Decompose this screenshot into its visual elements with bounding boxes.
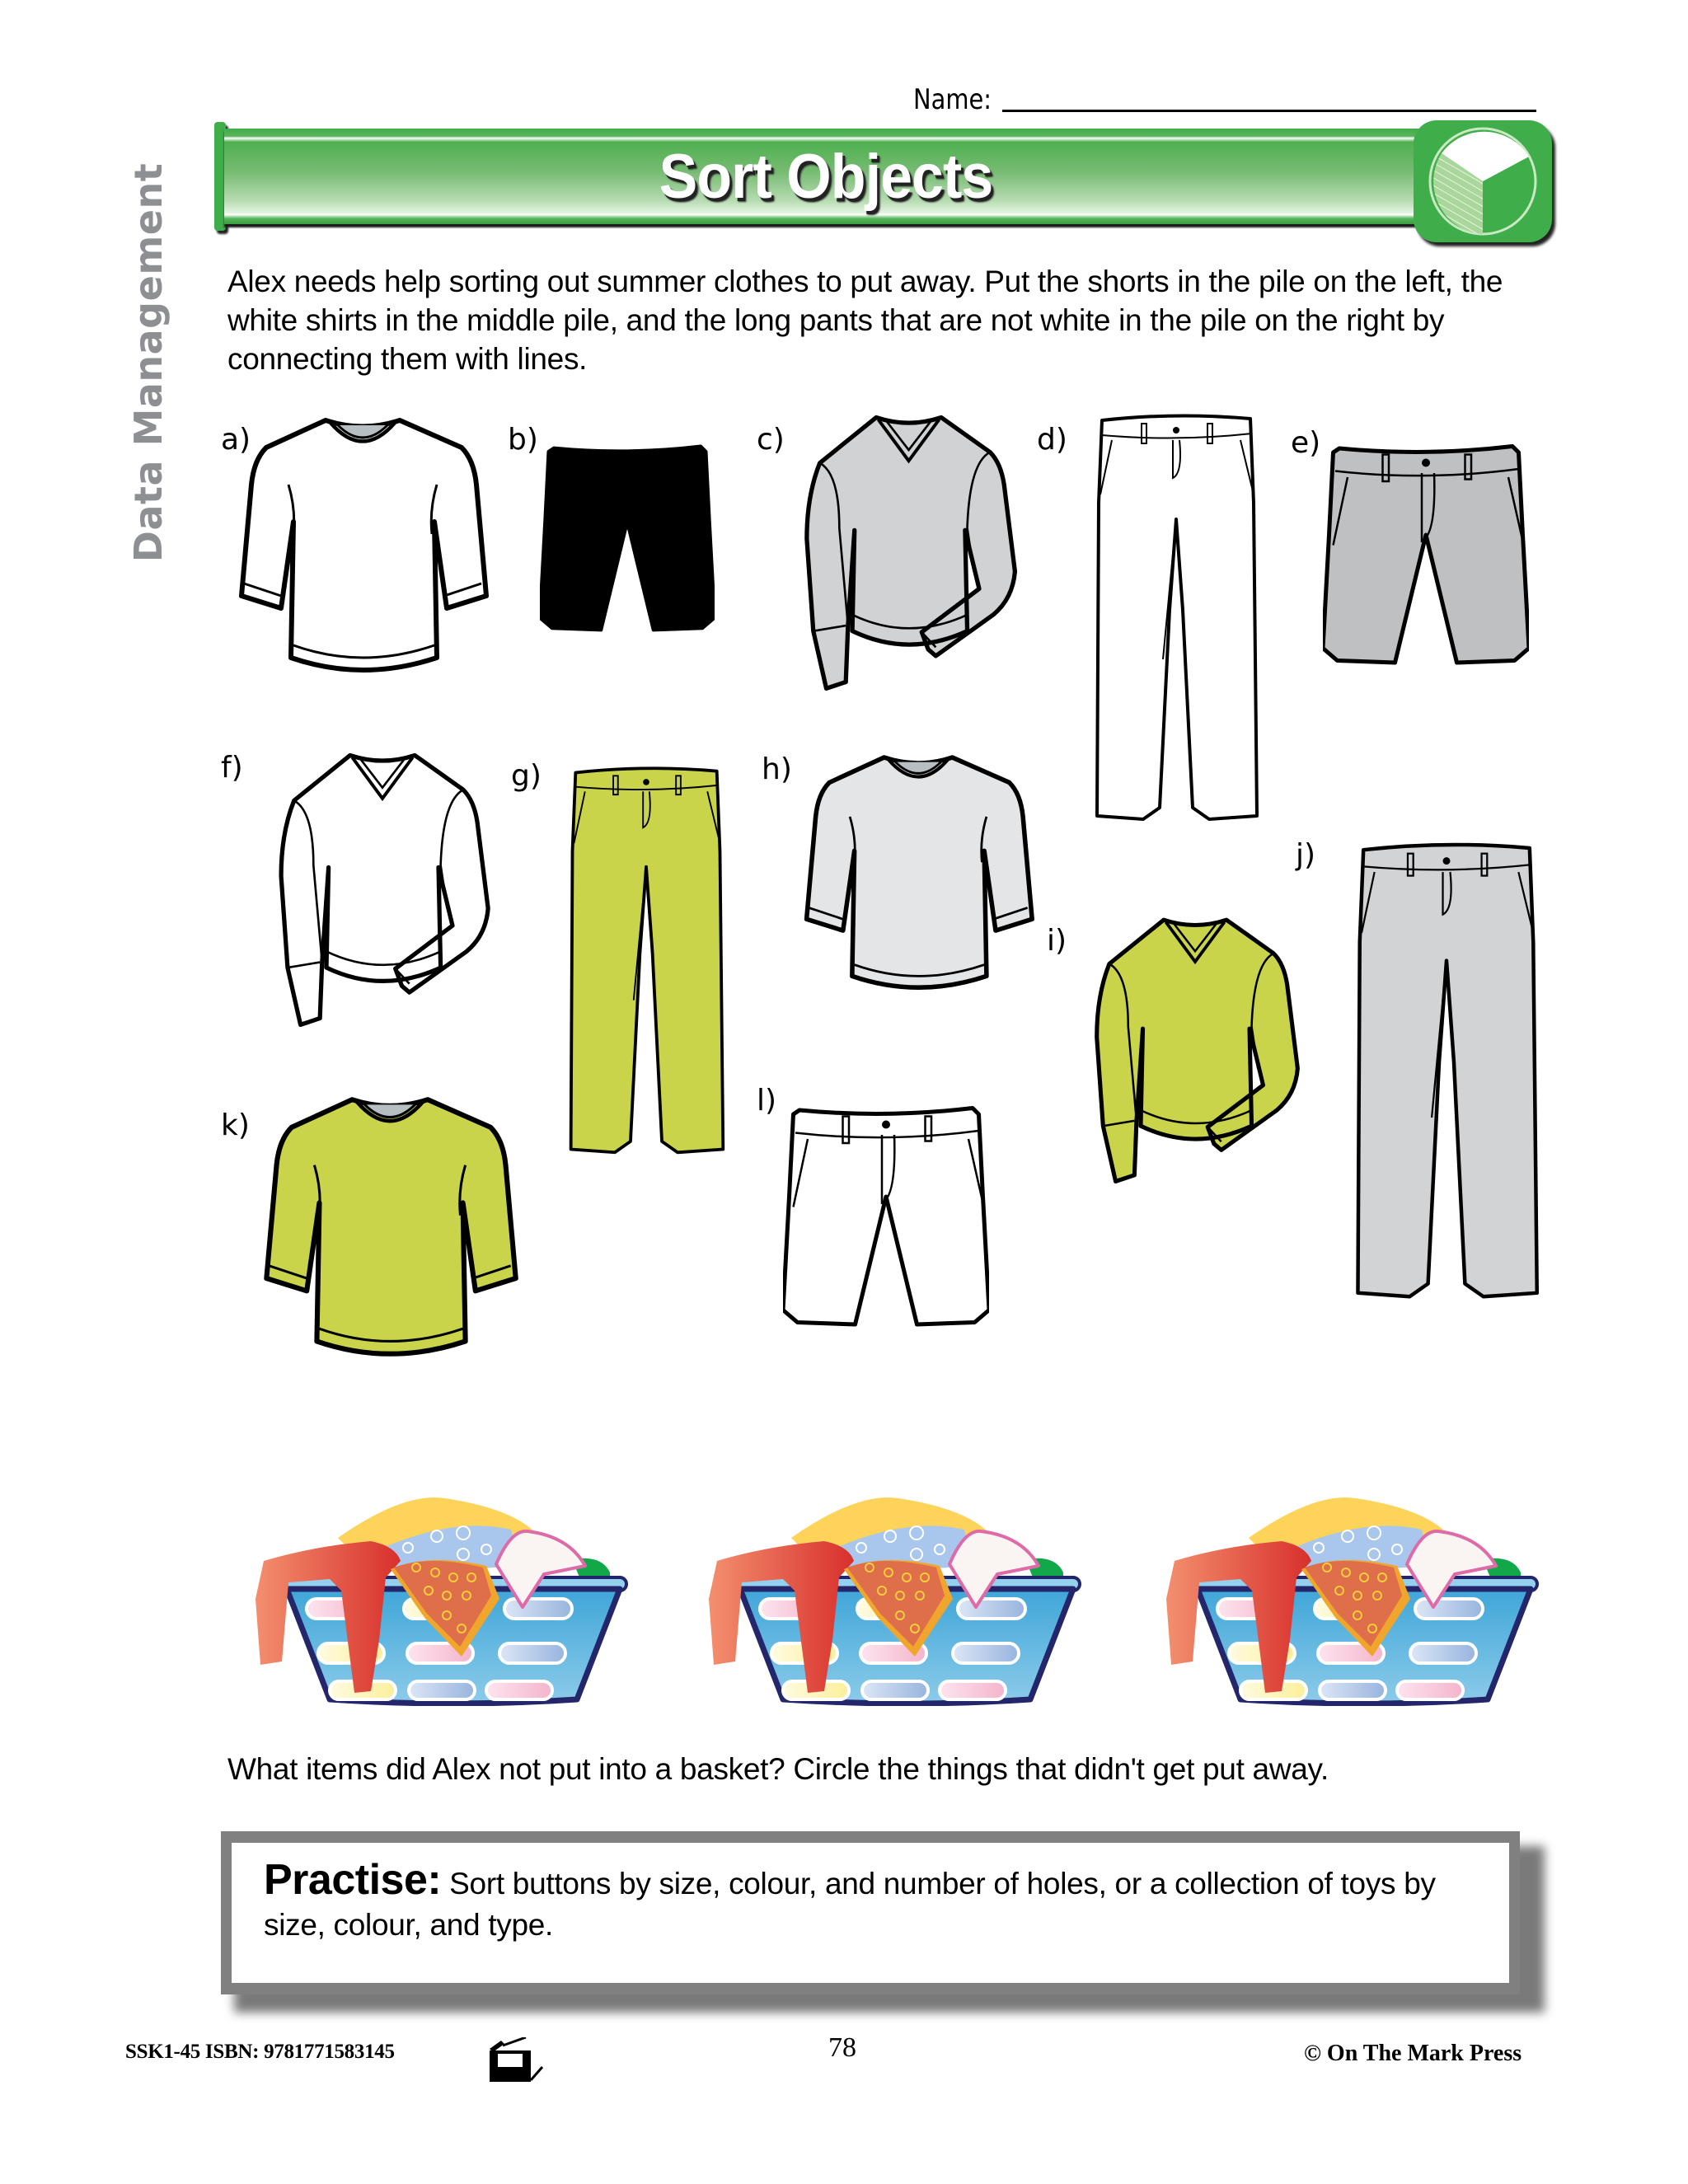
section-side-label: Data Management — [126, 162, 171, 563]
badge — [1414, 120, 1552, 242]
item-label-e: e) — [1291, 426, 1321, 460]
item-label-j: j) — [1296, 838, 1316, 872]
striped-tshirt-k[interactable] — [254, 1090, 526, 1366]
gray-longsleeve-c[interactable] — [783, 409, 1034, 691]
item-label-a: a) — [221, 423, 251, 457]
item-label-d: d) — [1037, 423, 1067, 457]
practise-heading: Practise: — [264, 1856, 442, 1904]
practise-body: Sort buttons by size, colour, and number of holes, or a collection of toys by size, colour, and type. — [264, 1867, 1436, 1942]
name-label: Name: — [913, 83, 992, 116]
white-longsleeve-f[interactable] — [259, 747, 506, 1027]
practise-text — [264, 1856, 1484, 1946]
item-label-c: c) — [757, 423, 785, 457]
name-field[interactable] — [913, 73, 1536, 114]
white-shorts-l[interactable] — [783, 1090, 989, 1345]
left-basket[interactable] — [239, 1475, 668, 1706]
item-label-i: i) — [1047, 924, 1067, 958]
item-label-h: h) — [762, 752, 792, 786]
gray-pants-j[interactable] — [1348, 841, 1545, 1302]
striped-longsleeve-i[interactable] — [1081, 912, 1309, 1183]
item-label-g: g) — [511, 759, 542, 793]
gray-shorts-e[interactable] — [1323, 432, 1529, 679]
striped-pants-g[interactable] — [562, 765, 730, 1157]
item-label-f: f) — [221, 751, 243, 785]
middle-basket[interactable] — [692, 1475, 1121, 1706]
item-label-l: l) — [757, 1084, 777, 1118]
name-input-line[interactable] — [1002, 110, 1536, 112]
item-label-k: k) — [221, 1108, 250, 1142]
question-text: What items did Alex not put into a basket? Circle the things that didn't get put away. — [227, 1752, 1329, 1786]
page-title: Sort Objects — [659, 141, 993, 212]
striped-shorts-b[interactable] — [540, 417, 715, 661]
instructions-text: Alex needs help sorting out summer clothes to put away. Put the shorts in the pile on the left, the white shirts in the middle pile, and the long pants that are not white in the pile on the right by connecting them with lines. — [227, 265, 1503, 376]
right-basket[interactable] — [1150, 1475, 1578, 1706]
footer-copyright: © On The Mark Press — [1304, 2041, 1522, 2066]
page-number: 78 — [828, 2032, 856, 2063]
white-pants-d[interactable] — [1090, 412, 1263, 824]
lightgray-tshirt-h[interactable] — [795, 748, 1042, 999]
footer-isbn: SSK1-45 ISBN: 9781771583145 — [125, 2041, 395, 2063]
pie-chart-icon — [1414, 120, 1552, 242]
white-tshirt-a[interactable] — [234, 410, 491, 682]
photocopier-icon — [488, 2037, 577, 2083]
item-label-b: b) — [508, 423, 538, 457]
